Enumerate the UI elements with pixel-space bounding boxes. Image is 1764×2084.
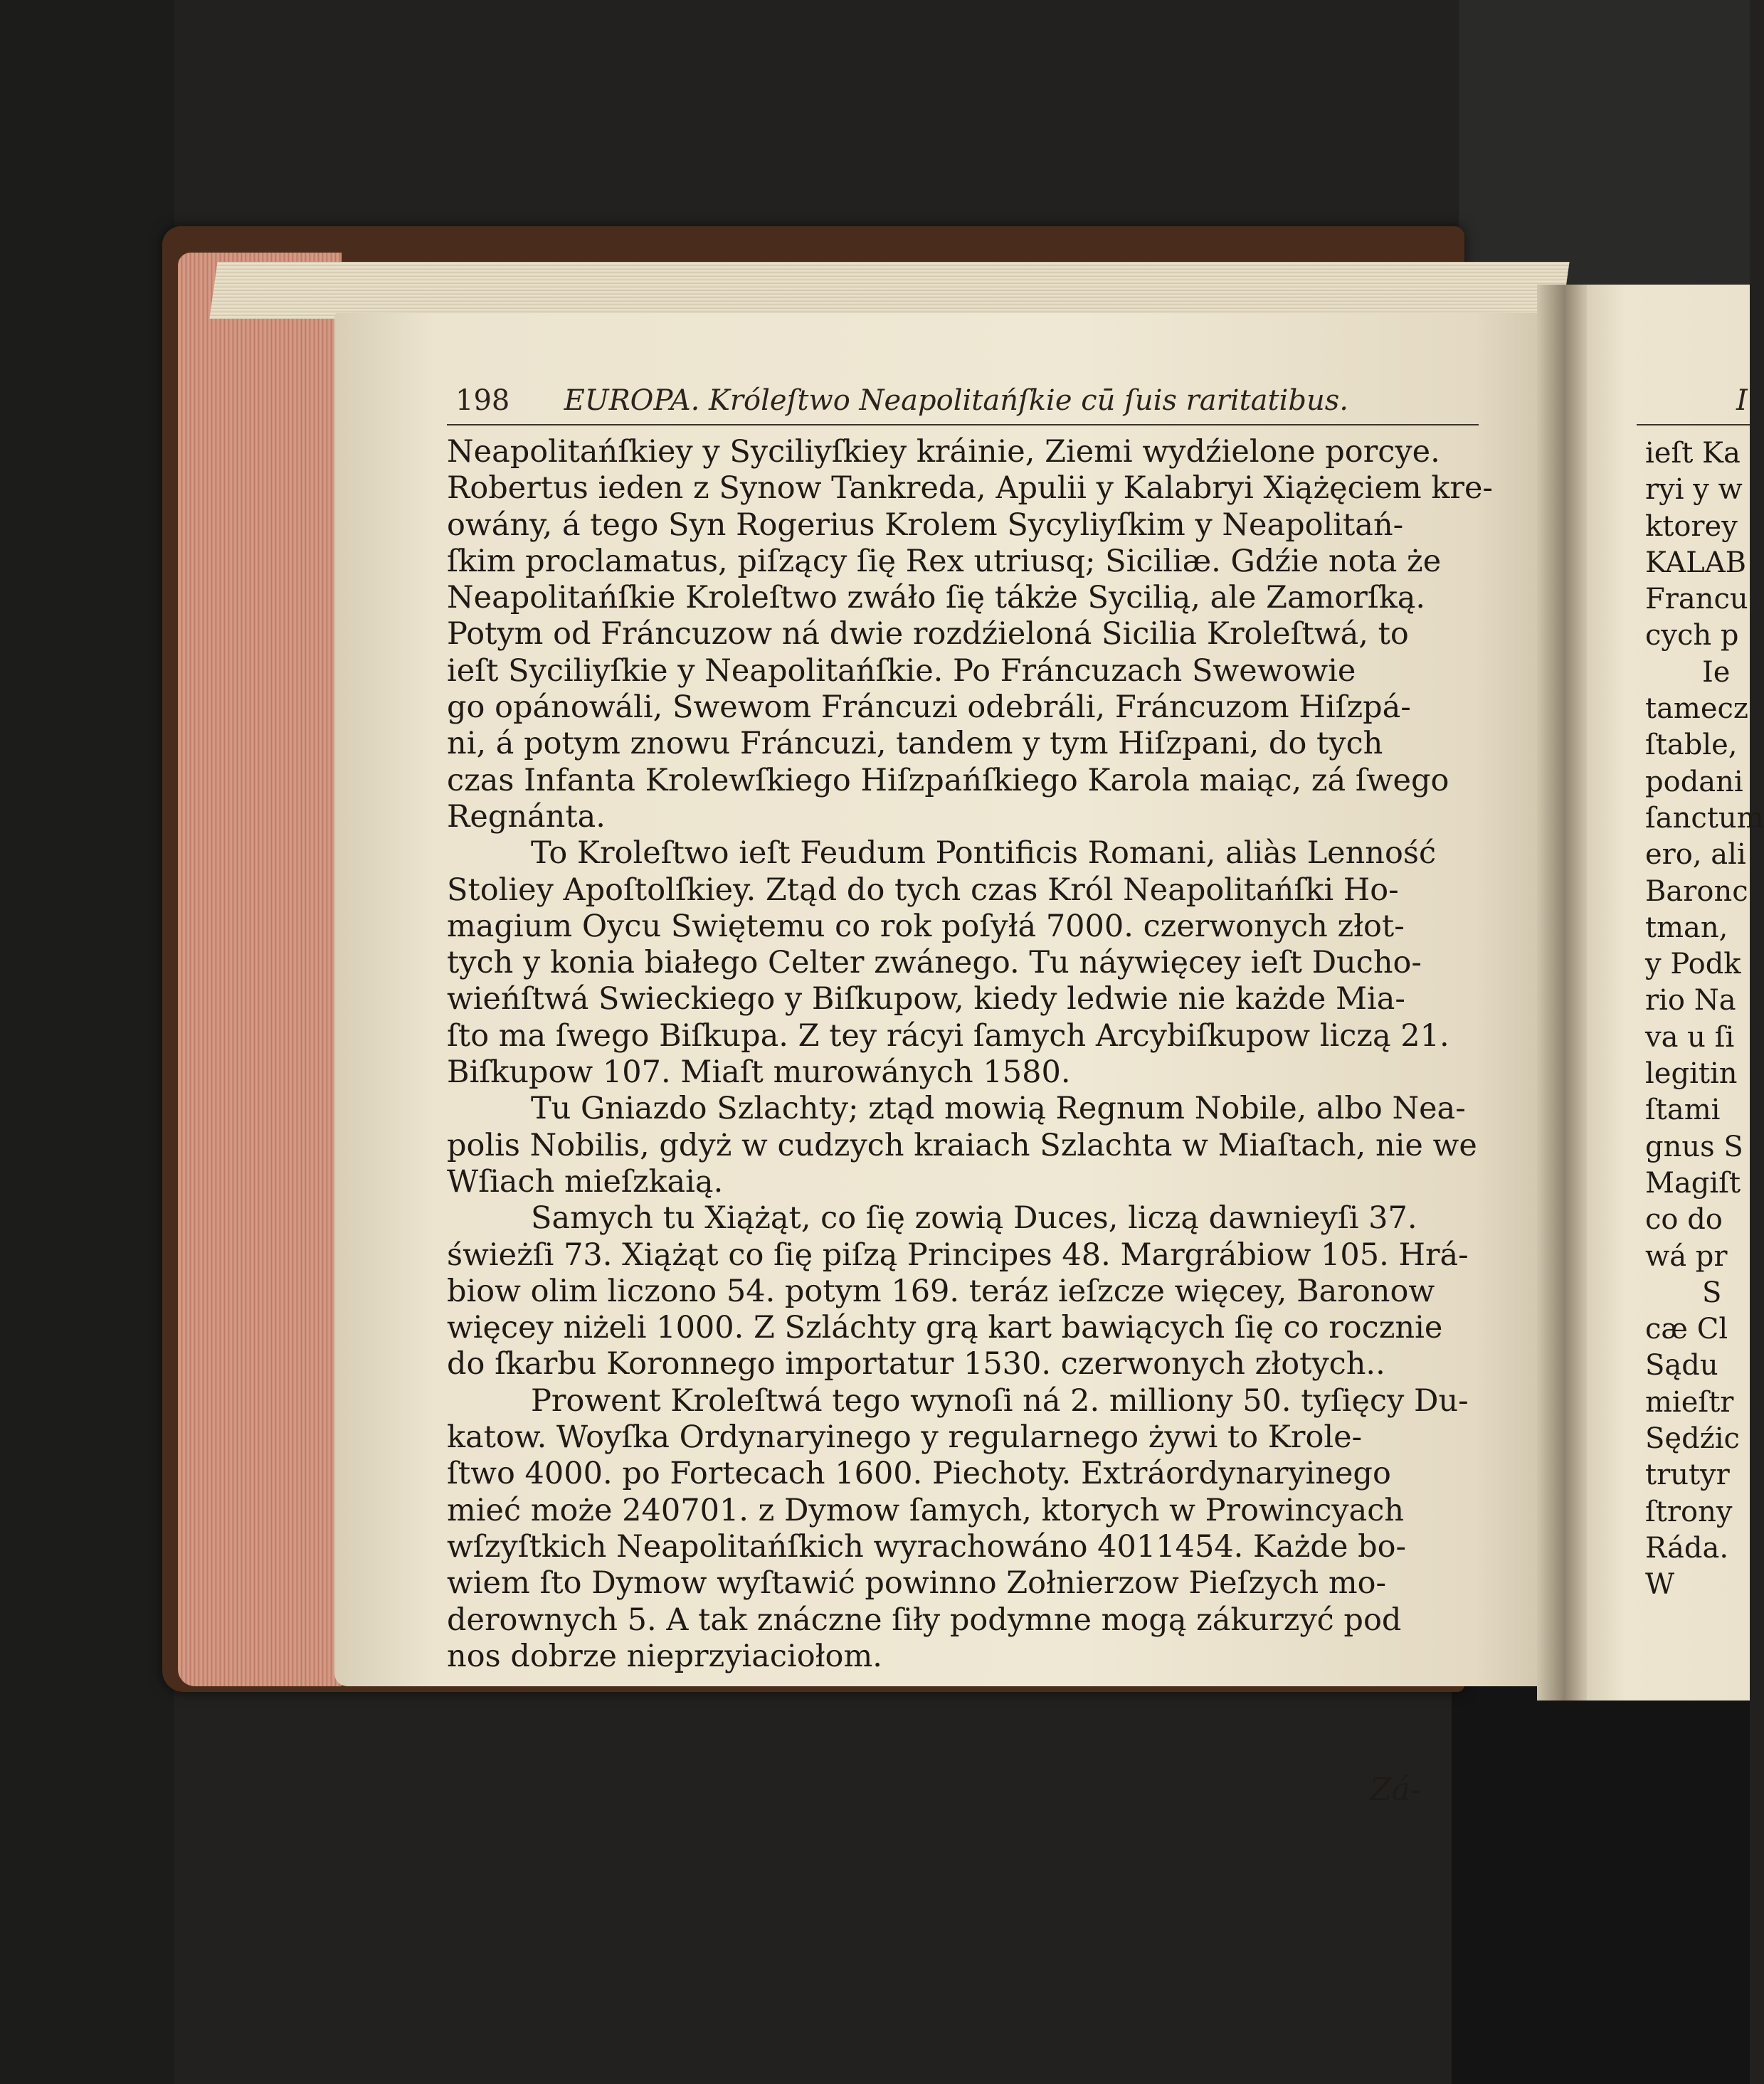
catchword: Zá- [1370, 1772, 1421, 1808]
right-text-line: KALAB [1645, 546, 1746, 579]
right-text-line: ktorey [1645, 509, 1738, 543]
right-text-line: y Podk [1645, 948, 1741, 981]
text-line: To Kroleſtwo ieſt Feudum Pontificis Romani, aliàs Lenność [531, 835, 1437, 872]
page-number: 198 [455, 384, 510, 417]
text-line: go opánowáli, Swewom Fráncuzi odebráli, Fráncuzom Hiſzpá- [447, 689, 1411, 726]
right-page-text [1645, 435, 1764, 1604]
text-line: magium Oycu Swiętemu co rok poſyłá 7000. czerwonych złot- [447, 908, 1405, 944]
text-line: Neapolitańſkiey y Syciliyſkiey kráinie, Ziemi wydźielone porcye. [447, 434, 1440, 470]
text-line: mieć może 240701. z Dymow ſamych, ktorych w Prowincyach [447, 1492, 1405, 1528]
right-text-line: Francu [1645, 583, 1748, 616]
text-line: wiem ſto Dymow wyſtawić powinno Zołnierzow Pieſzych mo- [447, 1565, 1387, 1602]
text-line: ſtwo 4000. po Fortecach 1600. Piechoty. Extráordynaryinego [447, 1456, 1391, 1492]
right-text-line: rio Na [1645, 984, 1736, 1017]
header-rule [447, 424, 1479, 425]
dark-background-strip [1452, 1672, 1750, 2084]
text-line: owány, á tego Syn Rogerius Krolem Sycyliyſkim y Neapolitań- [447, 507, 1404, 543]
text-line: Samych tu Xiążąt, co ſię zowią Duces, liczą dawnieyſi 37. [531, 1200, 1417, 1237]
right-text-line: tman, [1645, 911, 1728, 944]
running-header [455, 384, 1348, 417]
text-line: Biſkupow 107. Miaſt murowánych 1580. [447, 1054, 1071, 1091]
right-text-line: Sądu [1645, 1349, 1718, 1382]
text-line: ſkim proclamatus, piſzący ſię Rex utriusq; Siciliæ. Gdźie nota że [447, 543, 1442, 579]
right-text-line: ſtami [1645, 1094, 1721, 1127]
page-edges-red [178, 253, 342, 1686]
right-text-line: wá pr [1645, 1239, 1728, 1273]
right-text-line: trutyr [1645, 1459, 1730, 1492]
text-line: czas Infanta Krolewſkiego Hiſzpańſkiego Karola maiąc, zá ſwego [447, 762, 1449, 798]
running-title: EUROPA. Króleſtwo Neapolitańſkie cū ſuis raritatibus. [564, 384, 1348, 417]
right-text-line: ero, ali [1645, 838, 1746, 872]
right-text-line: co do [1645, 1203, 1723, 1237]
right-text-line: ſtrony [1645, 1495, 1733, 1528]
right-text-line: W [1645, 1568, 1675, 1602]
right-text-line: podani [1645, 765, 1743, 798]
text-line: derownych 5. A tak znáczne ſiły podymne mogą zákurzyć pod [447, 1602, 1402, 1638]
text-line: katow. Woyſka Ordynaryinego y regularnego żywi to Krole- [447, 1419, 1363, 1456]
text-line: wſzyſtkich Neapolitańſkich wyrachowáno 4011454. Każde bo- [447, 1528, 1407, 1565]
right-header-rule [1637, 424, 1750, 425]
right-text-line: ſtable, [1645, 729, 1738, 762]
right-text-line: Sędźic [1645, 1422, 1740, 1456]
text-line: Neapolitańſkie Kroleſtwo zwáło ſię tákże Sycilią, ale Zamorſką. [447, 580, 1426, 616]
page-edges-top [209, 262, 1569, 319]
text-line: polis Nobilis, gdyż w cudzych kraiach Szlachta w Miaſtach, nie we [447, 1127, 1477, 1163]
text-line: nos dobrze nieprzyiaciołom. [447, 1638, 882, 1674]
text-line: więcey niżeli 1000. Z Szláchty grą kart bawiących ſię co rocznie [447, 1310, 1443, 1346]
dark-background-left [0, 0, 174, 2084]
right-text-line: Ie [1702, 655, 1731, 689]
text-line: Wſiach mieſzkaią. [447, 1163, 724, 1200]
right-text-line: Magiſt [1645, 1166, 1741, 1200]
text-line: Robertus ieden z Synow Tankreda, Apulii y Kalabryi Xiążęciem kre- [447, 470, 1493, 507]
right-text-line: mieſtr [1645, 1385, 1734, 1419]
text-line: Stoliey Apoſtolſkiey. Ztąd do tych czas Król Neapolitańſki Ho- [447, 872, 1399, 908]
text-line: tych y konia białego Celter zwánego. Tu náywięcey ieſt Ducho- [447, 945, 1422, 981]
right-text-line: cæ Cl [1645, 1313, 1728, 1346]
right-text-line: cych p [1645, 619, 1739, 652]
book-gutter [1537, 285, 1587, 1700]
right-text-line: tamecz [1645, 692, 1748, 726]
text-line: ſto ma ſwego Biſkupa. Z tey rácyi ſamych Arcybiſkupow liczą 21. [447, 1017, 1449, 1054]
right-text-line: ryi y w [1645, 473, 1743, 507]
right-text-line: gnus S [1645, 1130, 1743, 1163]
right-text-line: S [1702, 1276, 1722, 1309]
body-text [447, 434, 1493, 1675]
text-line: Tu Gniazdo Szlachty; ztąd mowią Regnum Nobile, albo Nea- [531, 1091, 1466, 1127]
right-page-title: I [1736, 384, 1748, 417]
right-text-line: Ráda. [1645, 1531, 1729, 1565]
right-text-line: ſanctum [1645, 801, 1764, 835]
text-line: ni, á potym znowu Fráncuzi, tandem y tym Hiſzpani, do tych [447, 726, 1383, 762]
text-line: Prowent Kroleſtwá tego wynoſi ná 2. milliony 50. tyſięcy Du- [531, 1382, 1469, 1419]
text-line: ieſt Syciliyſkie y Neapolitańſkie. Po Fráncuzach Swewowie [447, 652, 1356, 689]
text-line: do ſkarbu Koronnego importatur 1530. czerwonych złotych.. [447, 1346, 1385, 1382]
text-line: Regnánta. [447, 798, 606, 835]
right-text-line: va u ſi [1645, 1020, 1735, 1054]
right-text-line: legitin [1645, 1057, 1738, 1091]
text-line: Potym od Fráncuzow ná dwie rozdźieloná Sicilia Kroleſtwá, to [447, 616, 1409, 652]
text-line: wieńſtwá Swieckiego y Biſkupow, kiedy ledwie nie każde Mia- [447, 981, 1405, 1017]
right-text-line: Baronc [1645, 874, 1748, 908]
text-line: biow olim liczono 54. potym 169. teráz ieſzcze więcey, Baronow [447, 1273, 1435, 1309]
right-text-line: ieſt Ka [1645, 437, 1741, 470]
text-line: świeżſi 73. Xiążąt co ſię piſzą Principes 48. Margrábiow 105. Hrá- [447, 1237, 1469, 1273]
